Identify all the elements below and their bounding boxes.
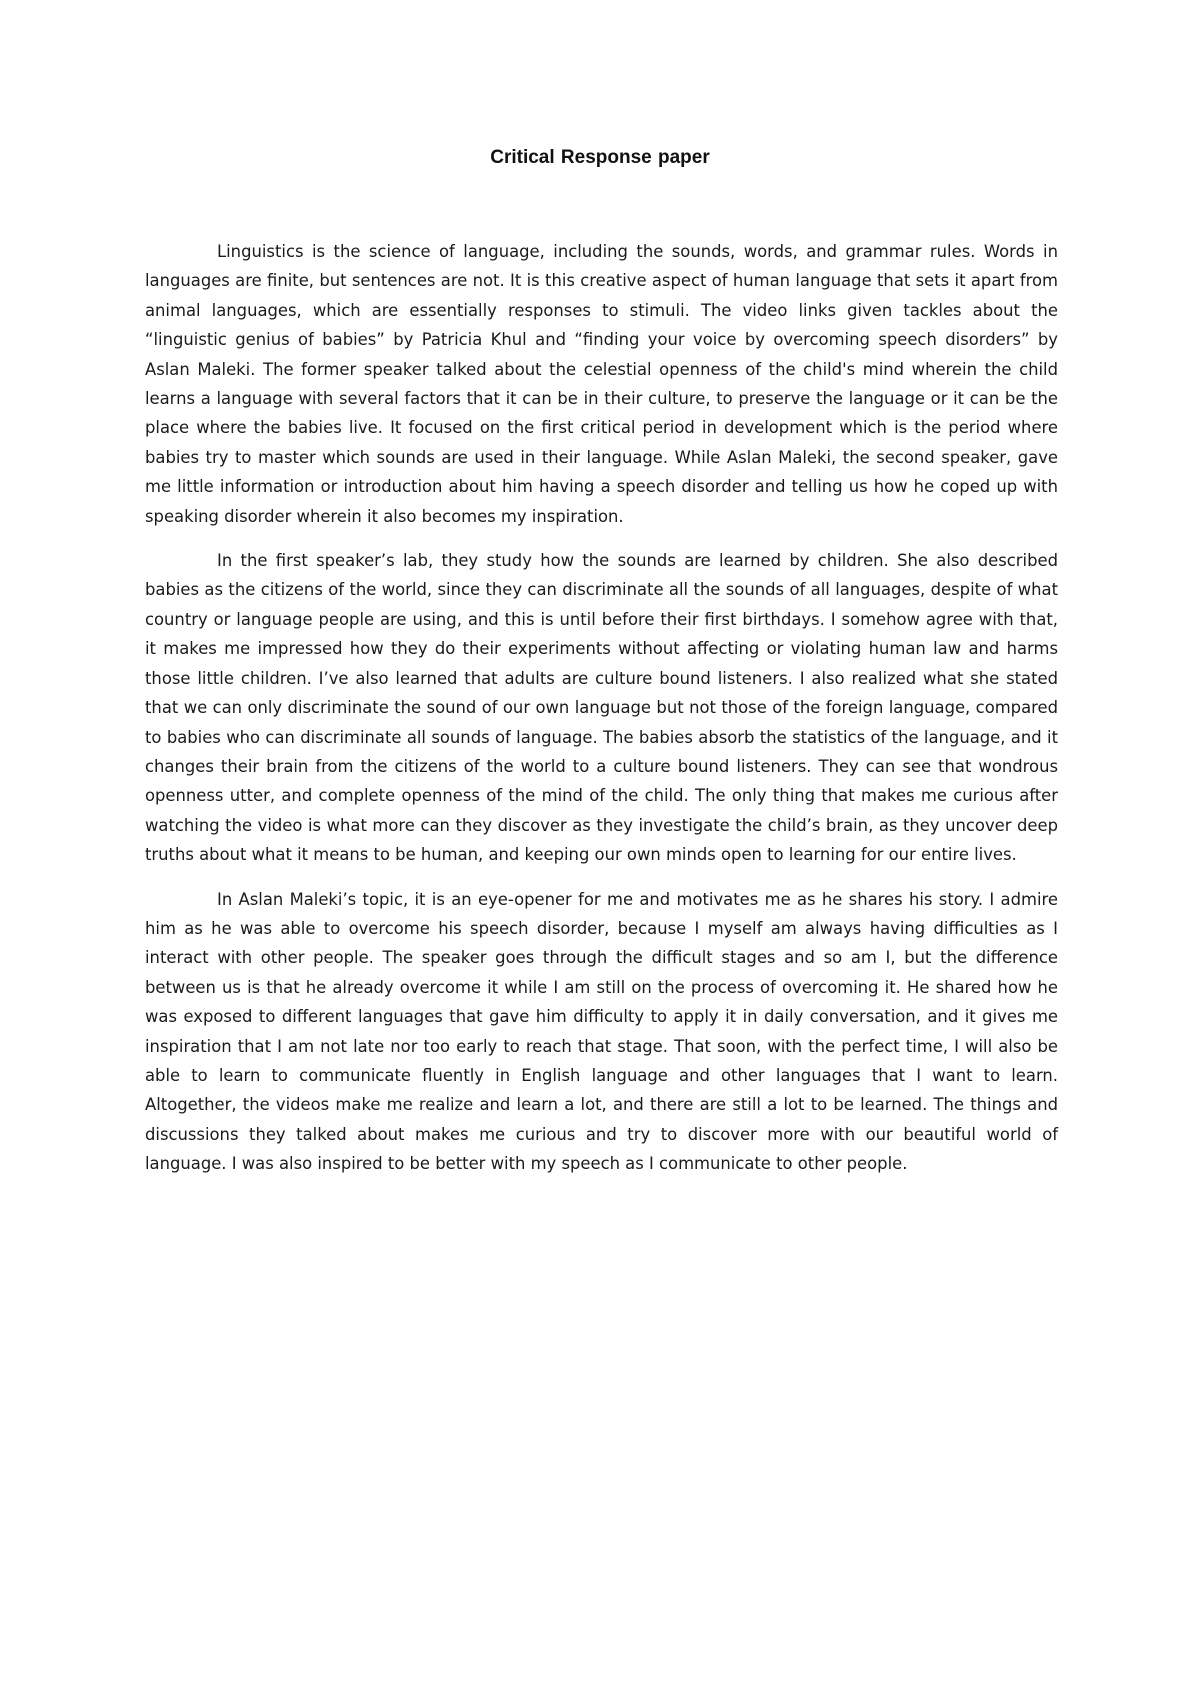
document-title: Critical Response paper: [490, 147, 710, 168]
paragraph-3: In Aslan Maleki’s topic, it is an eye-opener for me and motivates me as he shares his story. I admire him as he was able to overcome his speech disorder, because I myself am always having difficulties as I interact with other people. The speaker goes through the difficult stages and so am I, but the difference between us is that he already overcome it while I am still on the process of overcoming it. He shared how he was exposed to different languages that gave him difficulty to apply it in daily conversation, and it gives me inspiration that I am not late nor too early to reach that stage. That soon, with the perfect time, I will also be able to learn to communicate fluently in English language and other languages that I want to learn. Altogether, the videos make me realize and learn a lot, and there are still a lot to be learned. The things and discussions they talked about makes me curious and try to discover more with our beautiful world of language. I was also inspired to be better with my speech as I communicate to other people.: [145, 889, 1058, 1174]
paragraph-1: Linguistics is the science of language, including the sounds, words, and grammar rules. Words in languages are finite, but sentences are not. It is this creative aspect of human language that sets it apart from animal languages, which are essentially responses to stimuli. The video links given tackles about the “linguistic genius of babies” by Patricia Khul and “finding your voice by overcoming speech disorders” by Aslan Maleki. The former speaker talked about the celestial openness of the child's mind wherein the child learns a language with several factors that it can be in their culture, to preserve the language or it can be the place where the babies live. It focused on the first critical period in development which is the period where babies try to master which sounds are used in their language. While Aslan Maleki, the second speaker, gave me little information or introduction about him having a speech disorder and telling us how he coped up with speaking disorder wherein it also becomes my inspiration.: [145, 242, 1058, 526]
paragraph-2: In the first speaker’s lab, they study how the sounds are learned by children. She also described babies as the citizens of the world, since they can discriminate all the sounds of all languages, despite of what country or language people are using, and this is until before their first birthdays. I somehow agree with that, it makes me impressed how they do their experiments without affecting or violating human law and harms those little children. I’ve also learned that adults are culture bound listeners. I also realized what she stated that we can only discriminate the sound of our own language but not those of the foreign language, compared to babies who can discriminate all sounds of language. The babies absorb the statistics of the language, and it changes their brain from the citizens of the world to a culture bound listeners. They can see that wondrous openness utter, and complete openness of the mind of the child. The only thing that makes me curious after watching the video is what more can they discover as they investigate the child’s brain, as they uncover deep truths about what it means to be human, and keeping our own minds open to learning for our entire lives.: [145, 551, 1058, 865]
document-body: [145, 237, 1058, 1194]
